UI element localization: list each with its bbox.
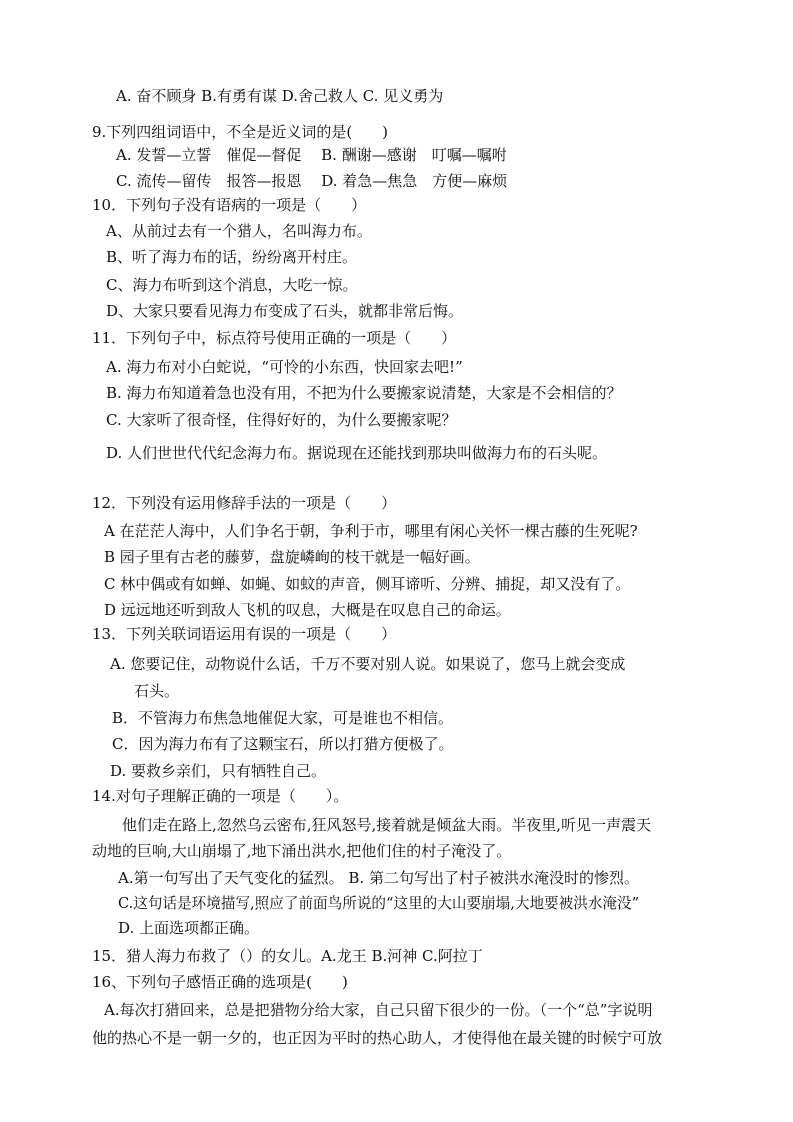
q10-option-d: D、大家只要看见海力布变成了石头，就都非常后悔。 [106,302,464,320]
q16-option-a-line1: A.每次打猎回来，总是把猎物分给大家，自己只留下很少的一份。（一个“总”字说明 [104,1001,653,1019]
q16-stem: 16、下列句子感悟正确的选项是( ) [92,973,348,991]
q14-passage-line1: 他们走在路上,忽然乌云密布,狂风怒号,接着就是倾盆大雨。半夜里,听见一声震天 [122,816,652,834]
q16-option-a-line2: 他的热心不是一朝一夕的，也正因为平时的热心助人，才使得他在最关键的时候宁可放 [92,1029,663,1047]
q13-option-a-line2: 石头。 [134,682,180,700]
q14-option-ab [118,868,639,888]
q9-options-row2: C. 流传—留传 报答—报恩 D. 着急—焦急 方便—麻烦 [116,172,508,190]
q9-stem: 9.下列四组词语中，不全是近义词的是( ) [92,123,389,141]
q11-stem: 11．下列句子中，标点符号使用正确的一项是（ ） [92,329,457,347]
q8-options: A. 奋不顾身 B.有勇有谋 D.舍己救人 C. 见义勇为 [116,87,444,105]
q10-stem: 10．下列句子没有语病的一项是（ ） [92,196,367,214]
q14-option-b: B. 第二句写出了村子被洪水淹没时的惨烈。 [348,869,639,887]
q14-option-d: D. 上面选项都正确。 [118,919,260,937]
q12-option-a: A 在茫茫人海中，人们争名于朝，争利于市，哪里有闲心关怀一棵古藤的生死呢? [104,522,638,540]
q12-option-c: C 林中偶或有如蝉、如蝇、如蚊的声音，侧耳谛听、分辨、捕捉，却又没有了。 [104,575,631,593]
q10-option-b: B、听了海力布的话，纷纷离开村庄。 [106,248,358,266]
q12-stem: 12．下列没有运用修辞手法的一项是（ ） [92,494,397,512]
q14-option-c: C.这句话是环境描写,照应了前面鸟所说的“这里的大山要崩塌,大地要被洪水淹没” [118,895,640,912]
q10-option-a: A、从前过去有一个猎人，名叫海力布。 [106,222,372,240]
q12-option-d: D 远远地还听到敌人飞机的叹息，大概是在叹息自己的命运。 [104,601,511,619]
q11-option-a: A. 海力布对小白蛇说，“可怜的小东西，快回家去吧!” [106,358,463,376]
q9-options-row1: A. 发誓—立誓 催促—督促 B. 酬谢—感谢 叮嘱—嘱咐 [116,146,507,164]
q12-option-b: B 园子里有古老的藤萝，盘旋嶙峋的枝干就是一幅好画。 [104,548,480,566]
q14-stem: 14.对句子理解正确的一项是（ ）。 [92,787,349,805]
q11-option-b: B. 海力布知道着急也没有用，不把为什么要搬家说清楚，大家是不会相信的？ [106,384,622,402]
q13-option-a-line1: A. 您要记住，动物说什么话，千万不要对别人说。如果说了，您马上就会变成 [110,655,626,673]
q11-option-c: C. 大家听了很奇怪，住得好好的，为什么要搬家呢？ [106,411,457,429]
q13-option-b: B．不管海力布焦急地催促大家，可是谁也不相信。 [112,709,454,727]
q14-passage-line2: 动地的巨响,大山崩塌了,地下涌出洪水,把他们住的村子淹没了。 [92,842,512,860]
q13-option-c: C．因为海力布有了这颗宝石，所以打猎方便极了。 [112,735,454,753]
q15: 15．猎人海力布救了（）的女儿。A.龙王 B.河神 C.阿拉丁 [92,947,483,965]
q10-option-c: C、海力布听到这个消息，大吃一惊。 [106,276,358,294]
q11-option-d: D. 人们世世代代纪念海力布。据说现在还能找到那块叫做海力布的石头呢。 [106,444,608,462]
q13-option-d: D. 要救乡亲们，只有牺牲自己。 [110,762,327,780]
q14-option-a: A.第一句写出了天气变化的猛烈。 [118,869,344,887]
q13-stem: 13．下列关联词语运用有误的一项是（ ） [92,625,397,643]
